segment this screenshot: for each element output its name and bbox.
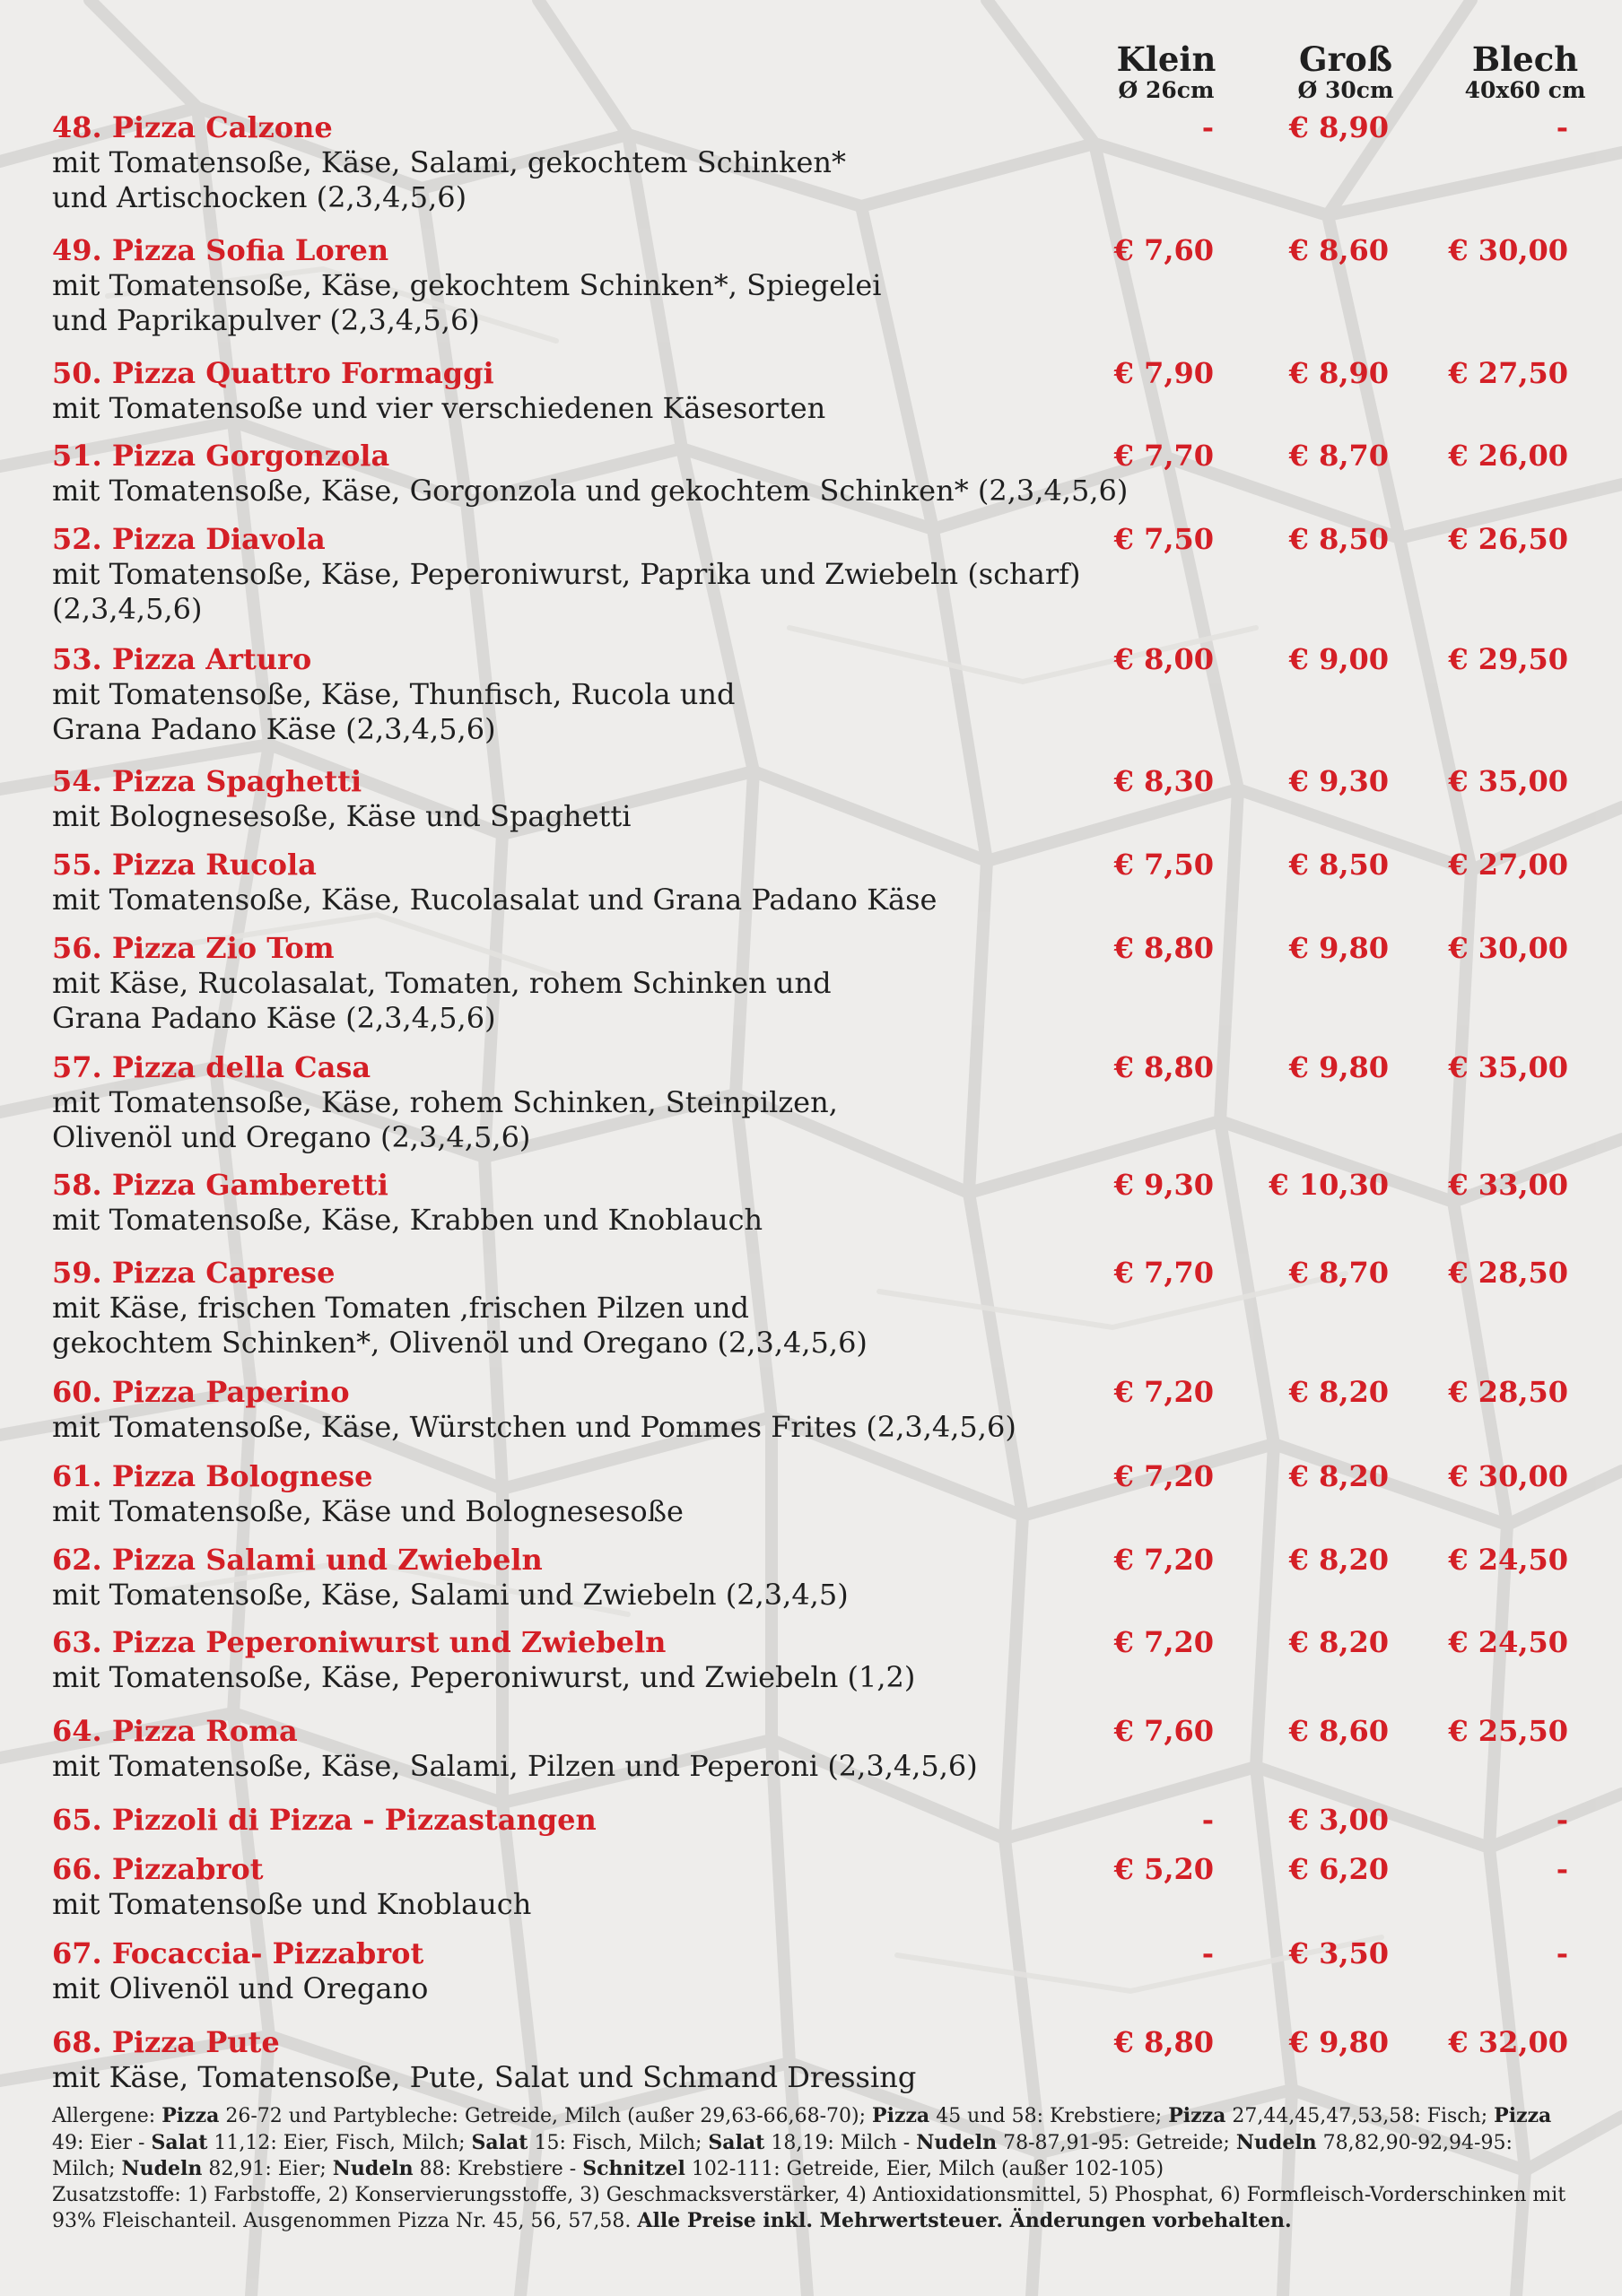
item-title: 55. Pizza Rucola	[52, 848, 317, 882]
item-description: mit Tomatensoße und vier verschiedenen Käsesorten	[52, 391, 826, 425]
item-description: mit Tomatensoße, Käse und Bolognesesoße	[52, 1494, 684, 1528]
price-klein: € 7,20	[1113, 1459, 1214, 1493]
item-title: 54. Pizza Spaghetti	[52, 764, 362, 798]
item-description: mit Bolognesesoße, Käse und Spaghetti	[52, 799, 632, 833]
price-blech: € 26,50	[1448, 522, 1568, 556]
menu-item	[52, 1852, 1577, 1922]
price-blech: € 30,00	[1448, 233, 1568, 267]
price-klein: € 7,60	[1113, 233, 1214, 267]
item-title: 66. Pizzabrot	[52, 1852, 264, 1886]
allergen-category: Pizza	[161, 2104, 220, 2127]
item-description: mit Tomatensoße, Käse, Würstchen und Pommes Frites (2,3,4,5,6)	[52, 1410, 1016, 1444]
item-title: 62. Pizza Salami und Zwiebeln	[52, 1543, 543, 1577]
allergen-detail: 26-72 und Partybleche: Getreide, Milch (außer 29,63-66,68-70);	[219, 2105, 873, 2127]
column-name: Groß	[1299, 39, 1392, 79]
allergen-category: Pizza	[1494, 2104, 1552, 2127]
item-description: mit Tomatensoße, Käse, Peperoniwurst, Paprika und Zwiebeln (scharf) (2,3,4,5,6)	[52, 557, 1081, 626]
item-title: 61. Pizza Bolognese	[52, 1459, 373, 1493]
allergen-category: Salat	[708, 2130, 765, 2154]
price-klein: € 7,50	[1113, 522, 1214, 556]
price-klein: € 8,30	[1113, 764, 1214, 798]
price-gross: € 9,30	[1288, 764, 1389, 798]
price-klein: € 8,00	[1113, 642, 1214, 676]
item-description: mit Tomatensoße, Käse, Salami und Zwiebeln (2,3,4,5)	[52, 1578, 849, 1612]
allergen-category: Nudeln	[916, 2130, 998, 2154]
price-gross: € 10,30	[1269, 1168, 1389, 1202]
price-blech: € 24,50	[1448, 1543, 1568, 1577]
price-blech: € 30,00	[1448, 931, 1568, 965]
price-klein: € 7,90	[1113, 356, 1214, 390]
allergen-list	[52, 2105, 1551, 2180]
item-description: mit Tomatensoße und Knoblauch	[52, 1887, 532, 1921]
price-blech: € 35,00	[1448, 1050, 1568, 1084]
item-description: mit Käse, Tomatensoße, Pute, Salat und Schmand Dressing	[52, 2060, 917, 2094]
price-klein: € 7,20	[1113, 1543, 1214, 1577]
allergen-category: Nudeln	[332, 2157, 414, 2180]
price-gross: € 8,90	[1288, 356, 1389, 390]
allergen-category: Nudeln	[121, 2157, 203, 2180]
price-gross: € 9,80	[1288, 1050, 1389, 1084]
item-description: mit Tomatensoße, Käse, Thunfisch, Rucola und Grana Padano Käse (2,3,4,5,6)	[52, 677, 736, 746]
price-gross: € 6,20	[1288, 1852, 1389, 1886]
menu-item	[52, 764, 1577, 834]
menu-item	[52, 439, 1577, 509]
price-klein: -	[1201, 1936, 1214, 1970]
price-gross: € 9,80	[1288, 931, 1389, 965]
item-title: 50. Pizza Quattro Formaggi	[52, 356, 494, 390]
allergen-detail: 18,19: Milch -	[764, 2131, 917, 2154]
menu-item	[52, 1803, 1577, 1838]
price-blech: € 25,50	[1448, 1714, 1568, 1748]
price-gross: € 8,90	[1288, 110, 1389, 144]
allergen-detail: 88: Krebstiere -	[413, 2158, 583, 2180]
item-description: mit Tomatensoße, Käse, Gorgonzola und gekochtem Schinken* (2,3,4,5,6)	[52, 474, 1129, 508]
price-gross: € 8,50	[1288, 522, 1389, 556]
allergen-detail: 78-87,91-95: Getreide;	[997, 2131, 1236, 2154]
item-description: mit Tomatensoße, Käse, Salami, gekochtem Schinken* und Artischocken (2,3,4,5,6)	[52, 145, 846, 214]
price-gross: € 8,60	[1288, 1714, 1389, 1748]
item-title: 67. Focaccia- Pizzabrot	[52, 1936, 424, 1970]
allergen-detail: 27,44,45,47,53,58: Fisch;	[1225, 2105, 1495, 2127]
item-title: 57. Pizza della Casa	[52, 1050, 371, 1084]
item-description: mit Käse, Rucolasalat, Tomaten, rohem Schinken und Grana Padano Käse (2,3,4,5,6)	[52, 966, 832, 1035]
price-klein: € 9,30	[1113, 1168, 1214, 1202]
price-blech: € 32,00	[1448, 2025, 1568, 2059]
item-description: mit Tomatensoße, Käse, Rucolasalat und Grana Padano Käse	[52, 883, 937, 917]
column-size: Ø 26cm	[1118, 77, 1215, 103]
additives-note	[52, 2183, 1577, 2235]
price-klein: € 5,20	[1113, 1852, 1214, 1886]
item-description: mit Tomatensoße, Käse, Krabben und Knoblauch	[52, 1203, 763, 1237]
price-blech: € 28,50	[1448, 1256, 1568, 1290]
price-blech: € 30,00	[1448, 1459, 1568, 1493]
allergen-detail: 82,91: Eier;	[202, 2158, 333, 2180]
price-gross: € 8,20	[1288, 1625, 1389, 1659]
price-blech: € 27,50	[1448, 356, 1568, 390]
menu-item	[52, 1459, 1577, 1529]
price-gross: € 8,70	[1288, 1256, 1389, 1290]
price-klein: € 7,70	[1113, 1256, 1214, 1290]
menu-item	[52, 233, 1577, 338]
price-klein: € 8,80	[1113, 931, 1214, 965]
column-header-gross	[1256, 40, 1435, 103]
allergen-detail: 78,82,90-92,94-95: Milch;	[52, 2131, 1513, 2180]
column-size: 40x60 cm	[1464, 77, 1586, 103]
menu-item	[52, 1050, 1577, 1155]
menu-item	[52, 356, 1577, 426]
footnote	[52, 2103, 1577, 2235]
menu-item	[52, 1256, 1577, 1361]
item-description: mit Tomatensoße, Käse, Salami, Pilzen und Peperoni (2,3,4,5,6)	[52, 1749, 978, 1783]
price-gross: € 8,20	[1288, 1543, 1389, 1577]
price-gross: € 8,20	[1288, 1459, 1389, 1493]
menu-item	[52, 642, 1577, 747]
item-description: mit Olivenöl und Oregano	[52, 1971, 429, 2005]
item-title: 53. Pizza Arturo	[52, 642, 312, 676]
column-header-blech	[1435, 40, 1615, 103]
item-title: 64. Pizza Roma	[52, 1714, 298, 1748]
allergen-label: Allergene:	[52, 2105, 156, 2127]
menu-item	[52, 1543, 1577, 1613]
price-blech: € 33,00	[1448, 1168, 1568, 1202]
price-blech: € 26,00	[1448, 439, 1568, 473]
column-name: Blech	[1471, 39, 1579, 79]
price-blech: -	[1556, 1803, 1568, 1837]
allergen-category: Pizza	[1168, 2104, 1226, 2127]
price-blech: -	[1556, 1936, 1568, 1970]
price-klein: € 8,80	[1113, 2025, 1214, 2059]
price-klein: € 7,20	[1113, 1625, 1214, 1659]
item-title: 51. Pizza Gorgonzola	[52, 439, 390, 473]
price-gross: € 3,00	[1288, 1803, 1389, 1837]
item-title: 60. Pizza Paperino	[52, 1375, 350, 1409]
price-gross: € 9,80	[1288, 2025, 1389, 2059]
price-klein: € 7,20	[1113, 1375, 1214, 1409]
allergen-detail: 15: Fisch, Milch;	[528, 2131, 709, 2154]
allergen-detail: 49: Eier -	[52, 2131, 152, 2154]
item-title: 58. Pizza Gamberetti	[52, 1168, 388, 1202]
menu-item	[52, 1375, 1577, 1445]
price-gross: € 8,60	[1288, 233, 1389, 267]
price-klein: € 7,50	[1113, 848, 1214, 882]
item-title: 52. Pizza Diavola	[52, 522, 326, 556]
additives-text: Zusatzstoffe: 1) Farbstoffe, 2) Konservierungsstoffe, 3) Geschmacksverstärker, 4) Antioxidationsmittel, 5) Phosphat, 6) Formfleisch-Vorderschinken mit 93% Fleischanteil. Ausgenommen Pizza Nr. 45, 56, 57,58.	[52, 2183, 1566, 2232]
allergen-detail: 11,12: Eier, Fisch, Milch;	[207, 2131, 472, 2154]
price-blech: € 28,50	[1448, 1375, 1568, 1409]
price-blech: -	[1556, 1852, 1568, 1886]
item-title: 59. Pizza Caprese	[52, 1256, 336, 1290]
item-title: 49. Pizza Sofia Loren	[52, 233, 389, 267]
column-size: Ø 30cm	[1297, 77, 1394, 103]
menu-item	[52, 848, 1577, 918]
item-title: 48. Pizza Calzone	[52, 110, 333, 144]
price-gross: € 3,50	[1288, 1936, 1389, 1970]
allergen-category: Pizza	[872, 2104, 930, 2127]
allergen-note	[52, 2103, 1577, 2183]
price-gross: € 8,50	[1288, 848, 1389, 882]
price-klein: € 7,60	[1113, 1714, 1214, 1748]
price-blech: € 35,00	[1448, 764, 1568, 798]
column-name: Klein	[1116, 39, 1216, 79]
price-gross: € 8,20	[1288, 1375, 1389, 1409]
menu-item	[52, 1714, 1577, 1784]
item-title: 56. Pizza Zio Tom	[52, 931, 335, 965]
menu-item	[52, 2025, 1577, 2095]
menu-item	[52, 1936, 1577, 2006]
price-notice: Alle Preise inkl. Mehrwertsteuer. Änderungen vorbehalten.	[637, 2209, 1292, 2232]
allergen-detail: 45 und 58: Krebstiere;	[929, 2105, 1169, 2127]
menu-item	[52, 522, 1577, 627]
allergen-category: Salat	[471, 2130, 528, 2154]
allergen-detail: 102-111: Getreide, Eier, Milch (außer 102-105)	[685, 2158, 1164, 2180]
price-klein: -	[1201, 110, 1214, 144]
allergen-category: Salat	[151, 2130, 208, 2154]
price-klein: -	[1201, 1803, 1214, 1837]
item-title: 65. Pizzoli di Pizza - Pizzastangen	[52, 1803, 597, 1837]
allergen-category: Nudeln	[1235, 2130, 1317, 2154]
price-blech: € 29,50	[1448, 642, 1568, 676]
item-title: 63. Pizza Peperoniwurst und Zwiebeln	[52, 1625, 667, 1659]
item-description: mit Tomatensoße, Käse, Peperoniwurst, und Zwiebeln (1,2)	[52, 1660, 916, 1694]
menu-item	[52, 1168, 1577, 1238]
item-description: mit Käse, frischen Tomaten ,frischen Pilzen und gekochtem Schinken*, Olivenöl und Oregano (2,3,4,5,6)	[52, 1291, 868, 1360]
menu-item	[52, 110, 1577, 215]
price-klein: € 7,70	[1113, 439, 1214, 473]
item-description: mit Tomatensoße, Käse, gekochtem Schinken*, Spiegelei und Paprikapulver (2,3,4,5,6)	[52, 268, 882, 337]
item-description: mit Tomatensoße, Käse, rohem Schinken, Steinpilzen, Olivenöl und Oregano (2,3,4,5,6)	[52, 1085, 838, 1154]
allergen-category: Schnitzel	[582, 2157, 685, 2180]
price-blech: € 24,50	[1448, 1625, 1568, 1659]
item-title: 68. Pizza Pute	[52, 2025, 280, 2059]
menu-item	[52, 931, 1577, 1036]
price-blech: € 27,00	[1448, 848, 1568, 882]
price-blech: -	[1556, 110, 1568, 144]
price-gross: € 8,70	[1288, 439, 1389, 473]
column-header-klein	[1077, 40, 1256, 103]
price-gross: € 9,00	[1288, 642, 1389, 676]
menu-item	[52, 1625, 1577, 1695]
price-klein: € 8,80	[1113, 1050, 1214, 1084]
